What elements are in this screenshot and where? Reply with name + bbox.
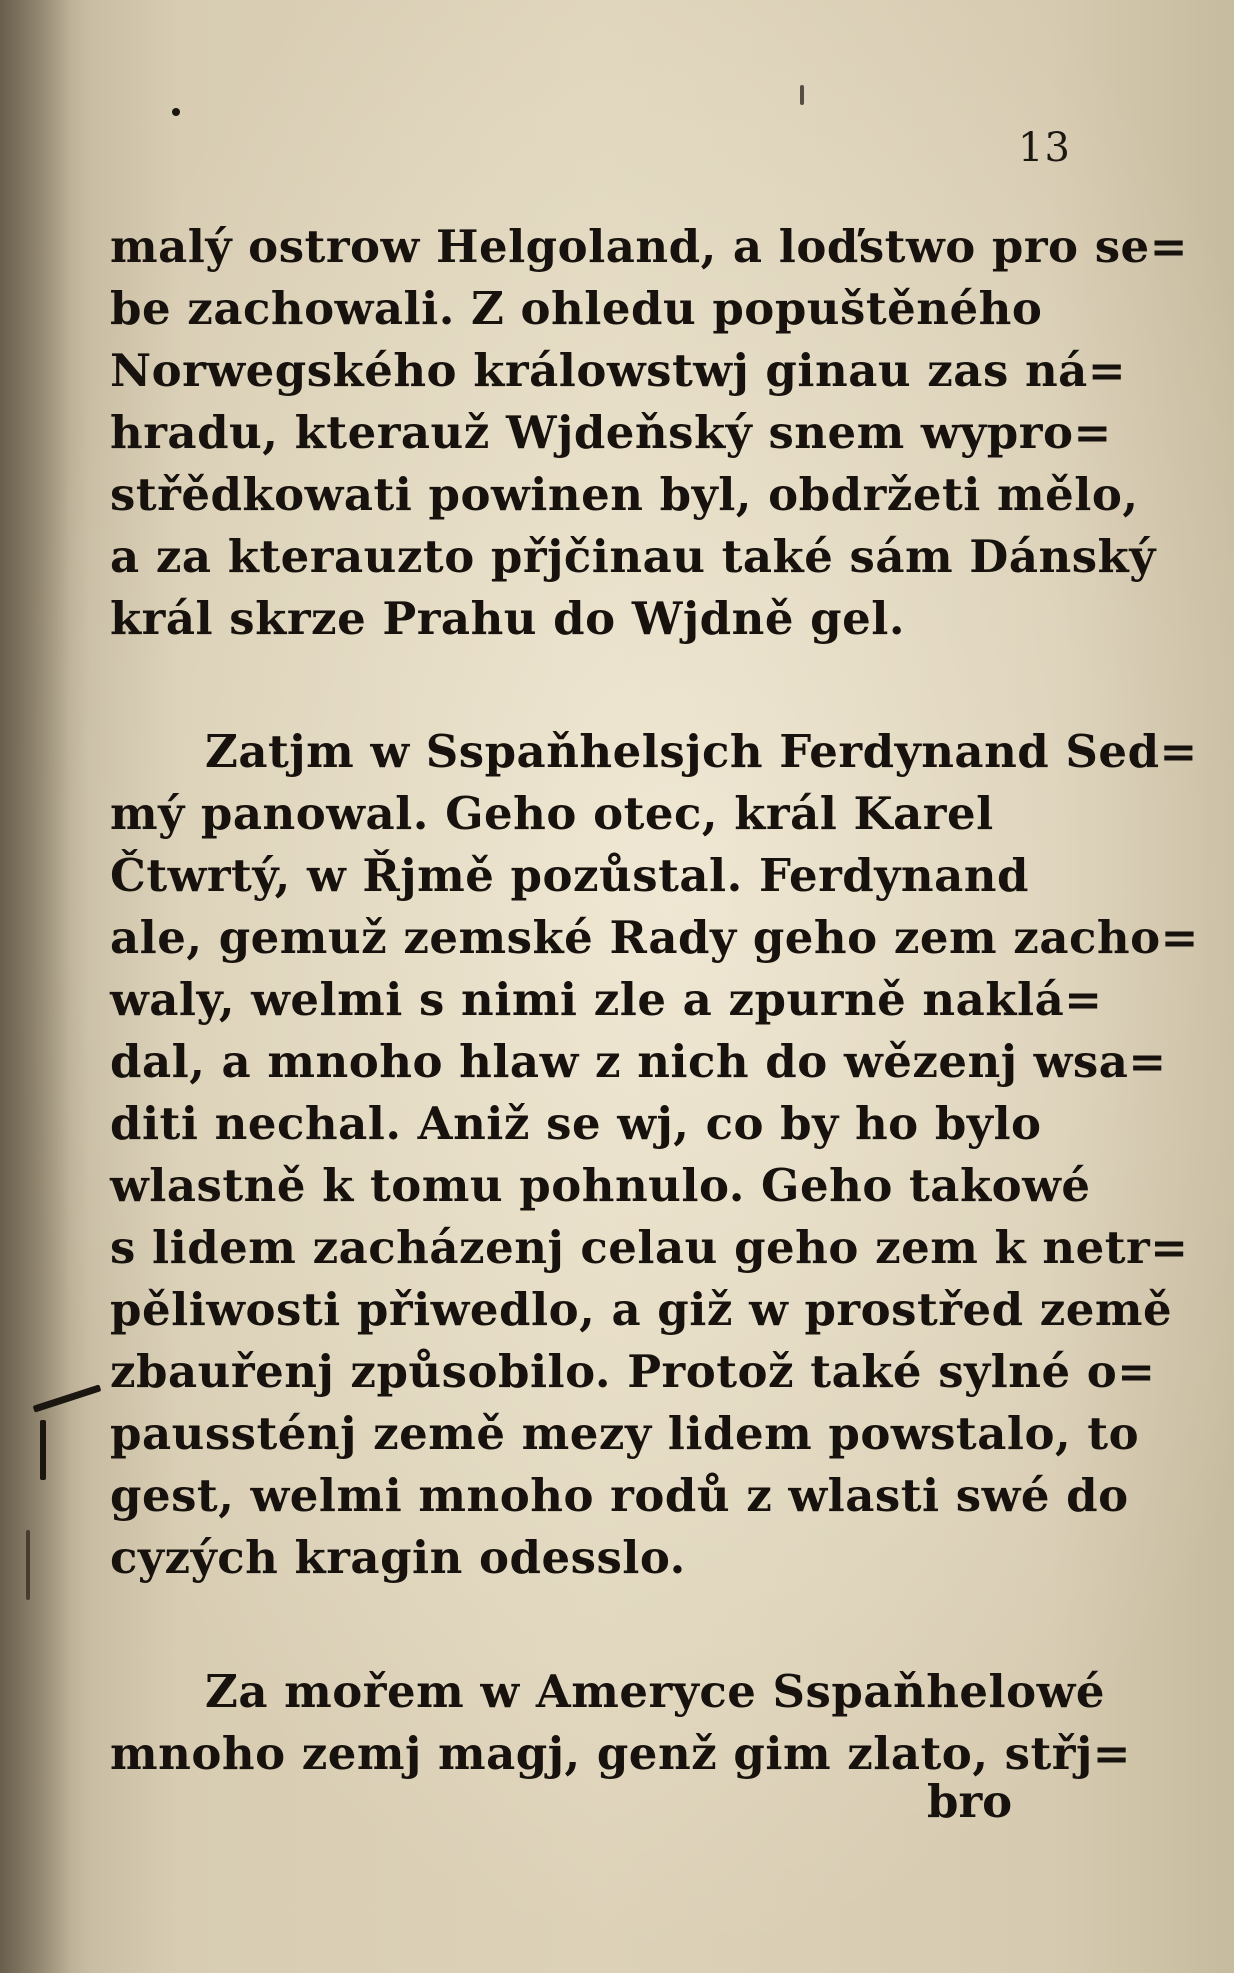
text-line: Čtwrtý, w Řjmě pozůstal. Ferdynand bbox=[110, 849, 1029, 902]
text-line: pěliwosti přiwedlo, a giž w prostřed země bbox=[110, 1283, 1173, 1336]
text-line: Zatjm w Sspaňhelsjch Ferdynand Sed= bbox=[205, 725, 1198, 778]
text-line: mnoho zemj magj, genž gim zlato, střj= bbox=[110, 1727, 1131, 1780]
text-line: dal, a mnoho hlaw z nich do wězenj wsa= bbox=[110, 1035, 1167, 1088]
text-line: střědkowati powinen byl, obdržeti mělo, bbox=[110, 468, 1139, 521]
catchword: bro bbox=[927, 1775, 1013, 1828]
text-line: be zachowali. Z ohledu popuštěného bbox=[110, 282, 1043, 335]
text-line: hradu, kterauž Wjdeňský snem wypro= bbox=[110, 406, 1112, 459]
text-line: zbauřenj způsobilo. Protož také sylné o= bbox=[110, 1345, 1156, 1398]
margin-ink-speck bbox=[800, 85, 804, 105]
gutter-shadow bbox=[0, 0, 70, 1973]
text-line: s lidem zacházenj celau geho zem k netr= bbox=[110, 1221, 1189, 1274]
text-line: gest, welmi mnoho rodů z wlasti swé do bbox=[110, 1469, 1129, 1522]
text-line: paussténj země mezy lidem powstalo, to bbox=[110, 1407, 1140, 1460]
text-line: Norwegského králowstwj ginau zas ná= bbox=[110, 344, 1127, 397]
text-line: wlastně k tomu pohnulo. Geho takowé bbox=[110, 1159, 1091, 1212]
text-line: cyzých kragin odesslo. bbox=[110, 1531, 686, 1584]
margin-ink-speck bbox=[172, 108, 180, 116]
text-line: ale, gemuž zemské Rady geho zem zacho= bbox=[110, 911, 1199, 964]
text-line: král skrze Prahu do Wjdně gel. bbox=[110, 592, 905, 645]
text-line: a za kterauzto přjčinau také sám Dánský bbox=[110, 530, 1156, 583]
margin-ink-mark bbox=[40, 1420, 46, 1480]
page-number: 13 bbox=[1018, 125, 1071, 171]
text-line: diti nechal. Aniž se wj, co by ho bylo bbox=[110, 1097, 1042, 1150]
text-line: malý ostrow Helgoland, a loďstwo pro se= bbox=[110, 220, 1188, 273]
text-line: waly, welmi s nimi zle a zpurně naklá= bbox=[110, 973, 1103, 1026]
margin-ink-mark bbox=[26, 1530, 30, 1600]
text-line: Za mořem w Amerycе Sspaňhelowé bbox=[205, 1665, 1106, 1718]
text-line: mý panowal. Geho otec, král Karel bbox=[110, 787, 994, 840]
